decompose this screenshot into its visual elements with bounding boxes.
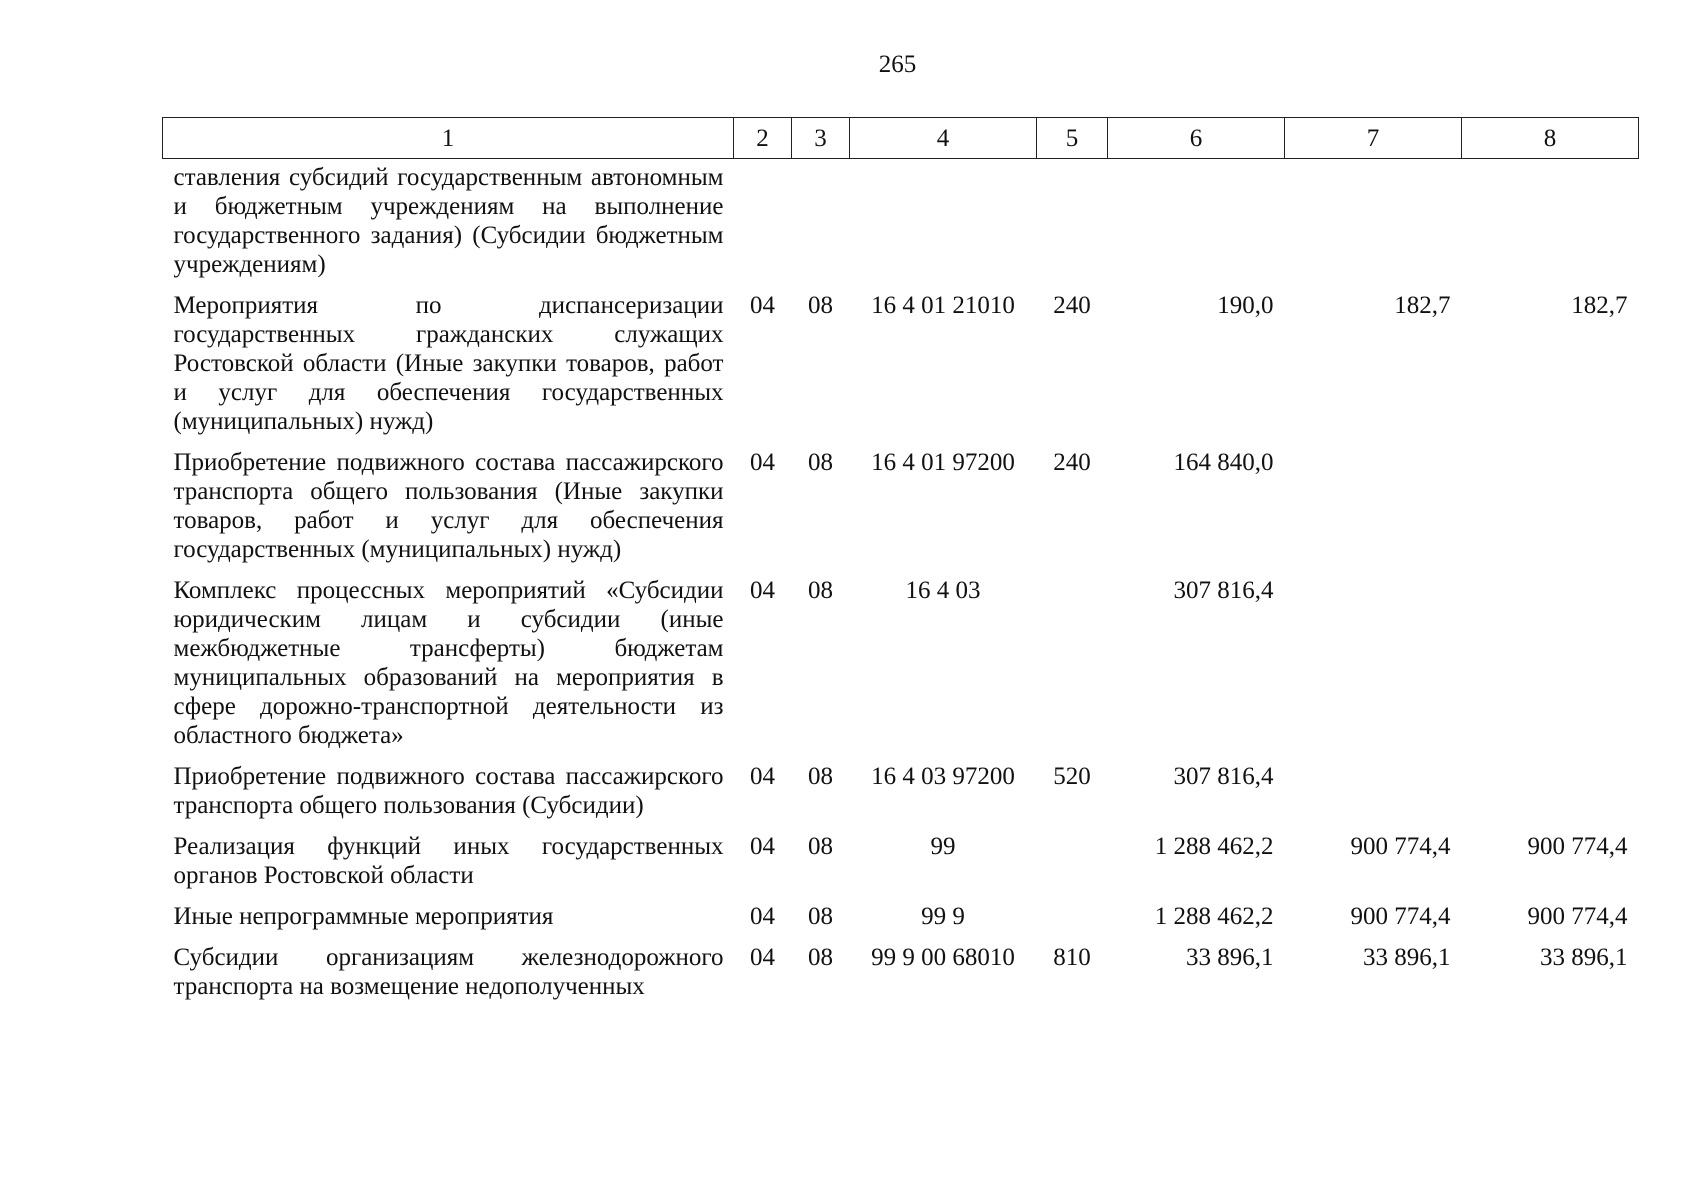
cell-expense-type (1037, 159, 1108, 292)
table-row (163, 832, 1639, 902)
cell-amount-6: 1 288 462,2 (1154, 903, 1274, 930)
cell-amount-8: 900 774,4 (1527, 903, 1628, 930)
cell-section: 04 (750, 903, 775, 930)
table-row (163, 448, 1639, 576)
cell-amount-6: 164 840,0 (1173, 449, 1274, 476)
cell-subsection: 08 (808, 833, 833, 860)
cell-section: 04 (750, 763, 775, 790)
row-description: Приобретение подвижного состава пассажирского транспорта общего пользования (Субсидии) (173, 763, 724, 819)
column-header-1: 1 (163, 118, 734, 159)
page-number: 265 (878, 51, 917, 78)
row-description: Мероприятия по диспансеризации государственных гражданских служащих Ростовской области (Иные закупки товаров, работ и услуг для обеспечения государственных (муниципальных) нужд) (173, 292, 724, 435)
row-description: Комплекс процессных мероприятий «Субсидии юридическим лицам и субсидии (иные межбюджетные трансферты) бюджетам муниципальных образований на мероприятия в сфере дорожно-транспортной деятельности из областного бюджета» (173, 577, 724, 749)
cell-expense-type (1037, 576, 1108, 762)
cell-amount-6: 190,0 (1217, 292, 1274, 319)
cell-subsection: 08 (808, 944, 833, 971)
cell-amount-8: 182,7 (1571, 292, 1628, 319)
cell-expense-type: 240 (1053, 292, 1091, 319)
cell-target-article: 16 4 01 21010 (871, 292, 1015, 319)
cell-amount-7: 900 774,4 (1350, 833, 1451, 860)
cell-amount-7: 182,7 (1394, 292, 1451, 319)
cell-expense-type: 240 (1053, 449, 1091, 476)
cell-amount-6: 307 816,4 (1173, 577, 1274, 604)
column-header-2: 2 (734, 118, 792, 159)
cell-amount-8 (1462, 576, 1639, 762)
cell-target-article: 99 9 (921, 903, 965, 930)
column-header-8: 8 (1462, 118, 1639, 159)
table-row (163, 159, 1639, 292)
cell-amount-7 (1285, 762, 1462, 832)
column-header-7: 7 (1285, 118, 1462, 159)
cell-amount-8 (1462, 448, 1639, 576)
cell-amount-6: 33 896,1 (1186, 944, 1274, 971)
column-header-6: 6 (1108, 118, 1285, 159)
cell-subsection: 08 (808, 577, 833, 604)
table-row (163, 291, 1639, 448)
cell-amount-7 (1285, 159, 1462, 292)
row-description: Иные непрограммные мероприятия (173, 903, 554, 930)
table-row (163, 576, 1639, 762)
cell-section: 04 (750, 292, 775, 319)
cell-amount-7 (1285, 576, 1462, 762)
cell-amount-8 (1462, 762, 1639, 832)
table-row (163, 902, 1639, 943)
cell-amount-8: 900 774,4 (1527, 833, 1628, 860)
column-header-3: 3 (792, 118, 850, 159)
cell-target-article: 16 4 03 97200 (871, 763, 1015, 790)
row-description: Реализация функций иных государственных органов Ростовской области (173, 833, 724, 889)
cell-section: 04 (750, 449, 775, 476)
cell-section: 04 (750, 577, 775, 604)
cell-expense-type (1037, 832, 1108, 902)
cell-expense-type: 520 (1053, 763, 1091, 790)
row-description: ставления субсидий государственным автономным и бюджетным учреждениям на выполнение государственного задания) (Субсидии бюджетным учреждениям) (173, 164, 724, 278)
cell-amount-8: 33 896,1 (1540, 944, 1628, 971)
cell-section: 04 (750, 944, 775, 971)
cell-amount-6: 307 816,4 (1173, 763, 1274, 790)
cell-amount-7 (1285, 448, 1462, 576)
cell-expense-type: 810 (1053, 944, 1091, 971)
cell-section: 04 (750, 833, 775, 860)
table-row (163, 762, 1639, 832)
cell-target-article: 99 (930, 833, 956, 860)
cell-target-article (850, 159, 1037, 292)
column-header-5: 5 (1037, 118, 1108, 159)
cell-amount-6: 1 288 462,2 (1154, 833, 1274, 860)
cell-amount-8 (1462, 159, 1639, 292)
cell-target-article: 16 4 03 (905, 577, 981, 604)
cell-amount-6 (1108, 159, 1285, 292)
cell-subsection (792, 159, 850, 292)
column-header-4: 4 (850, 118, 1037, 159)
cell-amount-7: 33 896,1 (1363, 944, 1451, 971)
cell-subsection: 08 (808, 763, 833, 790)
cell-subsection: 08 (808, 292, 833, 319)
cell-section (734, 159, 792, 292)
header-row (163, 118, 1639, 159)
table-row (163, 943, 1639, 1013)
cell-target-article: 99 9 00 68010 (871, 944, 1015, 971)
budget-table (162, 117, 1639, 1013)
row-description: Субсидии организациям железнодорожного транспорта на возмещение недополученных (173, 944, 724, 1000)
cell-amount-7: 900 774,4 (1350, 903, 1451, 930)
cell-expense-type (1037, 902, 1108, 943)
cell-subsection: 08 (808, 903, 833, 930)
row-description: Приобретение подвижного состава пассажирского транспорта общего пользования (Иные закупки товаров, работ и услуг для обеспечения государственных (муниципальных) нужд) (173, 449, 724, 563)
cell-subsection: 08 (808, 449, 833, 476)
cell-target-article: 16 4 01 97200 (871, 449, 1015, 476)
